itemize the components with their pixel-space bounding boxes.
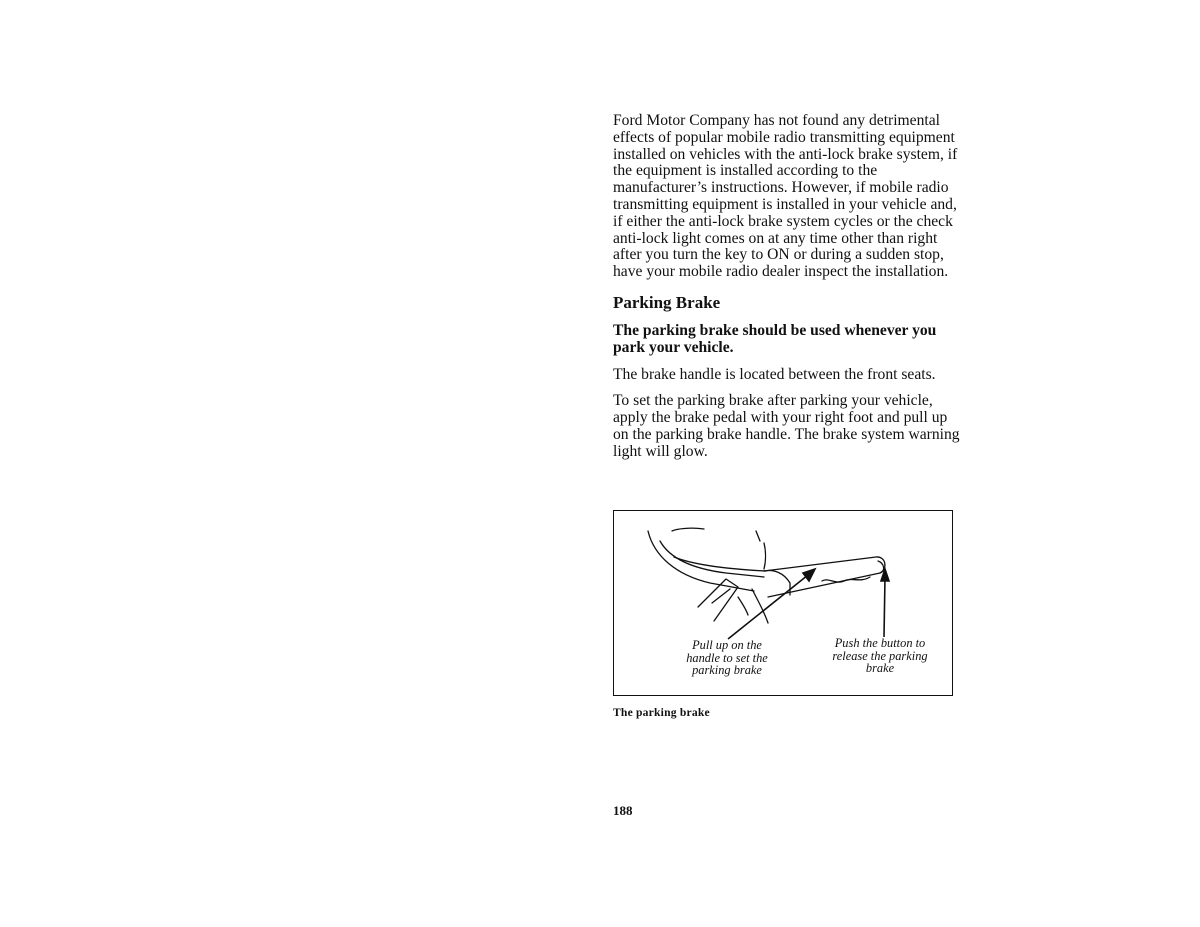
seat-seam xyxy=(756,531,760,541)
text-column xyxy=(613,113,963,471)
console-box xyxy=(764,543,766,569)
parking-brake-lead: The parking brake should be used whenever you park your vehicle. xyxy=(613,321,937,356)
pull-arrow-head xyxy=(803,569,815,581)
push-button-callout: Push the button to release the parking brake xyxy=(832,636,928,676)
handle-body xyxy=(764,557,885,597)
set-brake-instructions: To set the parking brake after parking your vehicle, apply the brake pedal with your right foot and pull up on the parking brake handle. The brake system warning light will glow. xyxy=(613,392,960,460)
handle-location-paragraph: The brake handle is located between the front seats. xyxy=(613,365,936,383)
console-inner xyxy=(660,541,764,577)
radio-equipment-paragraph: Ford Motor Company has not found any detrimental effects of popular mobile radio transmitting equipment installed on vehicles with the anti-lock brake system, if the equipment is installed according to the manufacturer’s instructions. However, if mobile radio transmitting equipment is installed in your vehicle and, if either the anti-lock brake system cycles or the check anti-lock light comes on at any time other than right after you turn the key to ON or during a sudden stop, have your mobile radio dealer inspect the installation. xyxy=(613,112,958,281)
section-heading: Parking Brake xyxy=(613,292,721,312)
page-number: 188 xyxy=(613,803,633,818)
handle-tip xyxy=(878,561,884,573)
pull-handle-callout: Pull up on the handle to set the parking brake xyxy=(686,638,768,678)
figure-caption: The parking brake xyxy=(613,706,710,719)
floor-line xyxy=(738,597,748,615)
handle-grip xyxy=(822,577,870,582)
push-arrow-line xyxy=(884,577,885,637)
seat-edge xyxy=(672,528,704,531)
pull-arrow-line xyxy=(728,575,808,639)
parking-brake-figure xyxy=(613,510,953,696)
handle-boot xyxy=(764,571,790,596)
console-outline xyxy=(648,531,754,591)
floor-bracket xyxy=(698,579,738,621)
